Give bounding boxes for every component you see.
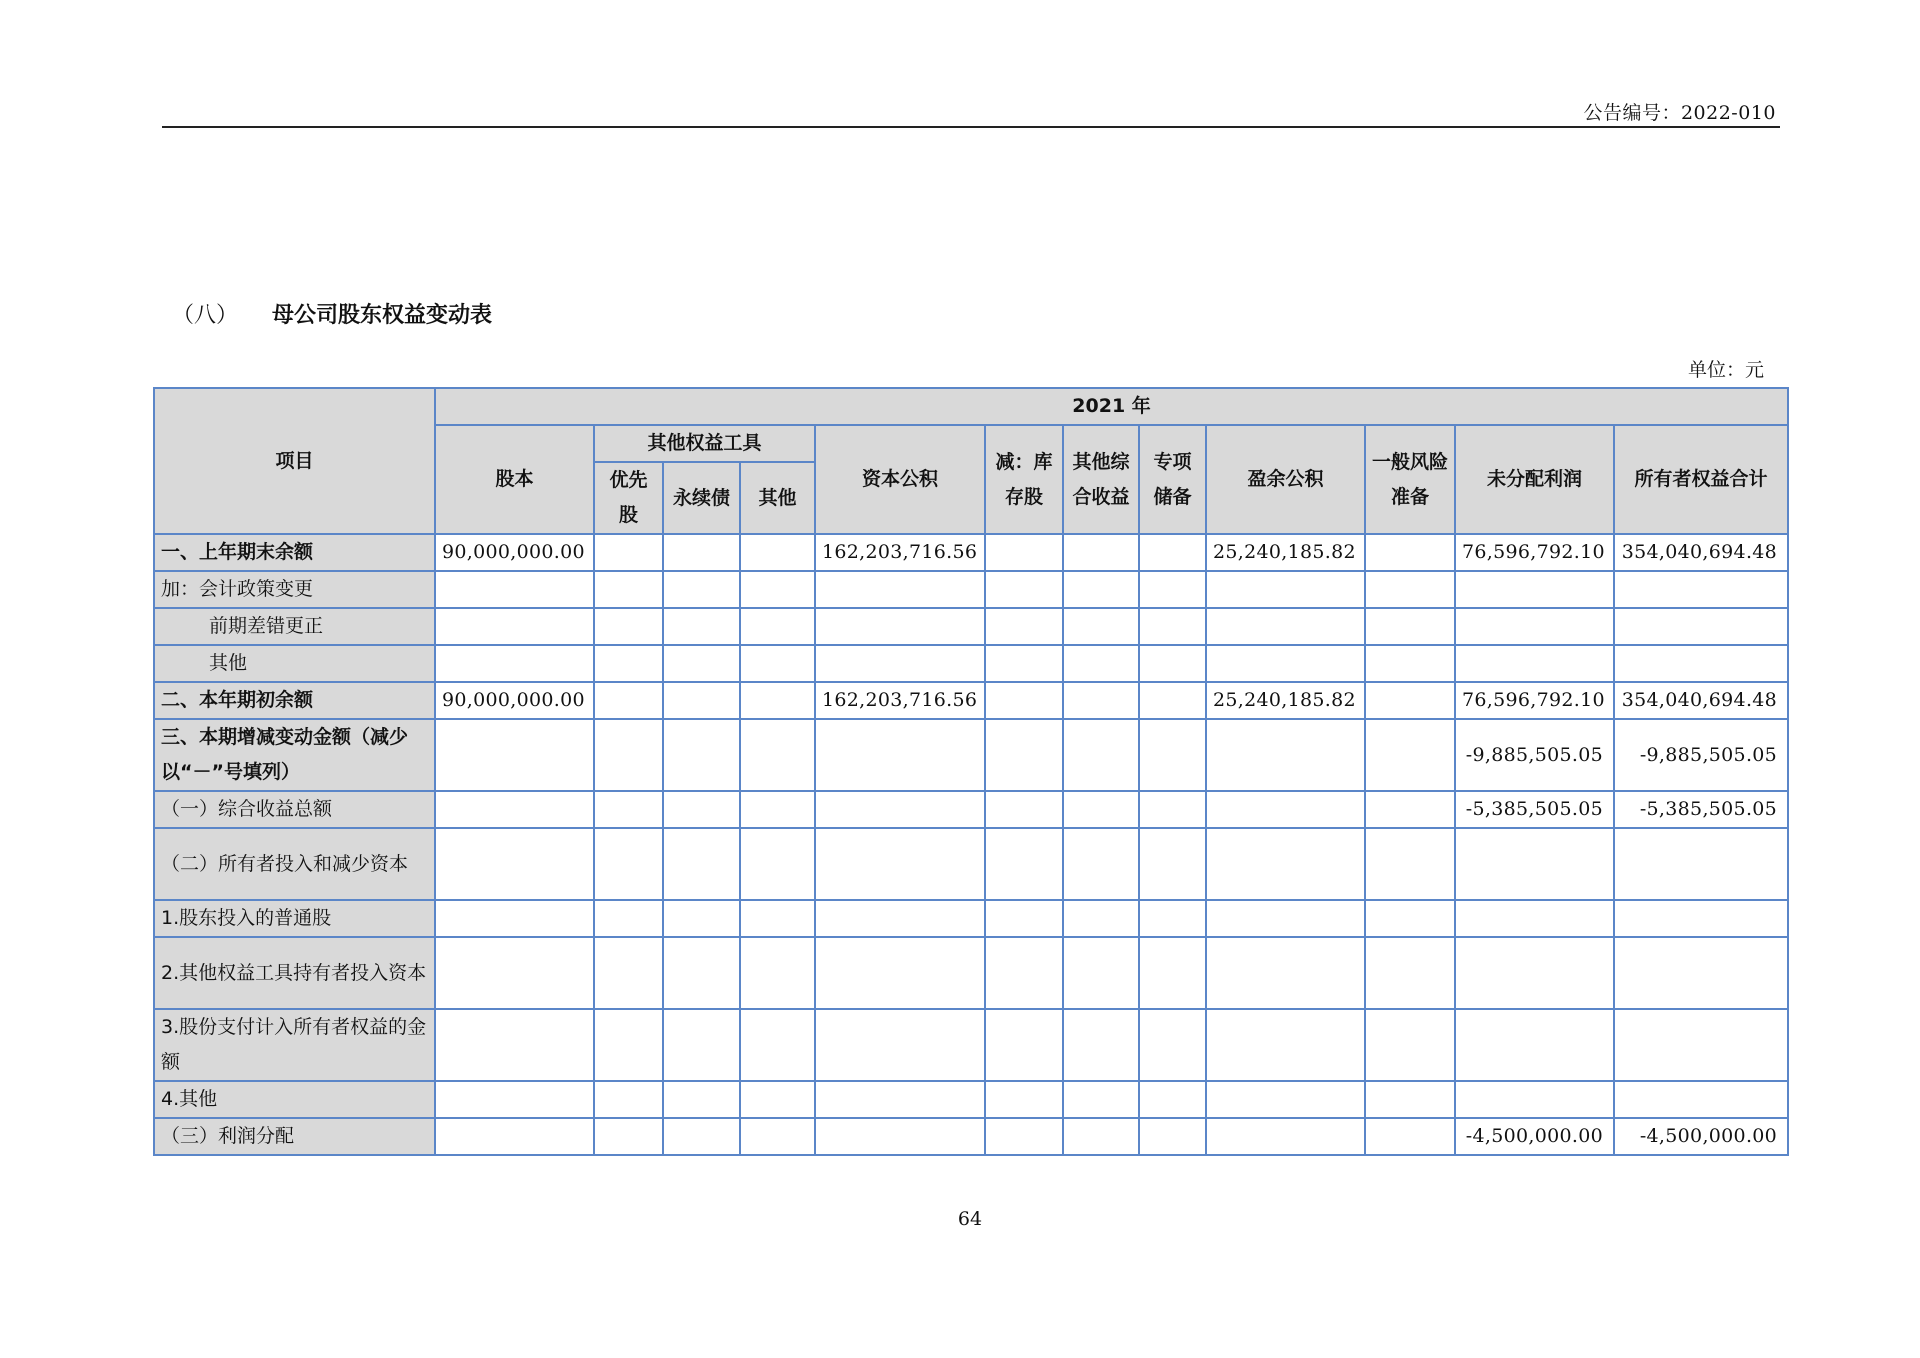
cell-oci xyxy=(1063,645,1139,682)
table-row xyxy=(154,1081,1788,1118)
cell-undistributed: -9,885,505.05 xyxy=(1455,719,1614,791)
cell-surplus xyxy=(1206,1009,1365,1081)
row-label: （一）综合收益总额 xyxy=(154,791,435,828)
row-label: （二）所有者投入和减少资本 xyxy=(154,828,435,900)
cell-special xyxy=(1139,534,1206,571)
row-label: 加：会计政策变更 xyxy=(154,571,435,608)
cell-treasury xyxy=(985,571,1063,608)
section-number: （八） xyxy=(172,303,239,328)
row-label: 一、上年期末余额 xyxy=(154,534,435,571)
cell-preferred xyxy=(594,1009,663,1081)
cell-risk xyxy=(1365,828,1455,900)
cell-surplus xyxy=(1206,571,1365,608)
header-preferred-stock: 优先股 xyxy=(594,462,663,534)
cell-total xyxy=(1614,1009,1788,1081)
cell-risk xyxy=(1365,645,1455,682)
row-label: （三）利润分配 xyxy=(154,1118,435,1155)
header-special-reserve: 专项储备 xyxy=(1139,425,1206,534)
cell-oci xyxy=(1063,791,1139,828)
header-year: 2021 年 xyxy=(435,388,1788,425)
cell-preferred xyxy=(594,900,663,937)
header-general-risk: 一般风险准备 xyxy=(1365,425,1455,534)
cell-risk xyxy=(1365,682,1455,719)
cell-capital-reserve xyxy=(815,719,985,791)
cell-surplus xyxy=(1206,1081,1365,1118)
equity-change-table xyxy=(153,387,1789,1156)
section-title-text: 母公司股东权益变动表 xyxy=(272,303,493,328)
table-row xyxy=(154,1118,1788,1155)
cell-total xyxy=(1614,1081,1788,1118)
cell-perpetual xyxy=(663,828,740,900)
cell-other xyxy=(740,682,815,719)
cell-undistributed xyxy=(1455,937,1614,1009)
cell-surplus xyxy=(1206,900,1365,937)
cell-total xyxy=(1614,828,1788,900)
header-perpetual-bond: 永续债 xyxy=(663,462,740,534)
row-label: 2.其他权益工具持有者投入资本 xyxy=(154,937,435,1009)
cell-undistributed xyxy=(1455,900,1614,937)
cell-treasury xyxy=(985,645,1063,682)
unit-label: 单位：元 xyxy=(1687,359,1764,381)
cell-oci xyxy=(1063,719,1139,791)
cell-share-capital xyxy=(435,1118,594,1155)
cell-perpetual xyxy=(663,1081,740,1118)
cell-risk xyxy=(1365,937,1455,1009)
row-label: 4.其他 xyxy=(154,1081,435,1118)
announcement-number: 公告编号：2022-010 xyxy=(1583,102,1776,124)
cell-treasury xyxy=(985,937,1063,1009)
cell-preferred xyxy=(594,534,663,571)
cell-preferred xyxy=(594,571,663,608)
table-row xyxy=(154,608,1788,645)
cell-capital-reserve xyxy=(815,1081,985,1118)
header-oci: 其他综合收益 xyxy=(1063,425,1139,534)
cell-oci xyxy=(1063,900,1139,937)
cell-undistributed xyxy=(1455,1009,1614,1081)
cell-share-capital: 90,000,000.00 xyxy=(435,534,594,571)
cell-undistributed xyxy=(1455,608,1614,645)
cell-treasury xyxy=(985,608,1063,645)
header-surplus-reserve: 盈余公积 xyxy=(1206,425,1365,534)
table-row xyxy=(154,571,1788,608)
cell-other xyxy=(740,719,815,791)
table-row xyxy=(154,719,1788,791)
cell-total xyxy=(1614,900,1788,937)
cell-surplus xyxy=(1206,1118,1365,1155)
cell-capital-reserve: 162,203,716.56 xyxy=(815,682,985,719)
cell-treasury xyxy=(985,791,1063,828)
cell-capital-reserve: 162,203,716.56 xyxy=(815,534,985,571)
cell-surplus xyxy=(1206,608,1365,645)
cell-risk xyxy=(1365,534,1455,571)
cell-other xyxy=(740,1118,815,1155)
cell-share-capital xyxy=(435,937,594,1009)
row-label: 3.股份支付计入所有者权益的金额 xyxy=(154,1009,435,1081)
cell-other xyxy=(740,645,815,682)
cell-oci xyxy=(1063,1118,1139,1155)
cell-capital-reserve xyxy=(815,1009,985,1081)
table-row xyxy=(154,900,1788,937)
table-row xyxy=(154,534,1788,571)
cell-other xyxy=(740,608,815,645)
cell-capital-reserve xyxy=(815,828,985,900)
cell-share-capital xyxy=(435,719,594,791)
section-title xyxy=(172,298,492,329)
cell-treasury xyxy=(985,1118,1063,1155)
cell-risk xyxy=(1365,791,1455,828)
cell-special xyxy=(1139,608,1206,645)
cell-treasury xyxy=(985,719,1063,791)
cell-surplus: 25,240,185.82 xyxy=(1206,534,1365,571)
cell-undistributed: 76,596,792.10 xyxy=(1455,534,1614,571)
cell-undistributed xyxy=(1455,571,1614,608)
cell-perpetual xyxy=(663,1009,740,1081)
header-divider xyxy=(162,126,1780,128)
cell-undistributed xyxy=(1455,828,1614,900)
cell-total: -4,500,000.00 xyxy=(1614,1118,1788,1155)
cell-risk xyxy=(1365,1009,1455,1081)
cell-special xyxy=(1139,1118,1206,1155)
header-undistributed-profit: 未分配利润 xyxy=(1455,425,1614,534)
cell-oci xyxy=(1063,828,1139,900)
cell-perpetual xyxy=(663,719,740,791)
cell-risk xyxy=(1365,608,1455,645)
cell-share-capital xyxy=(435,1009,594,1081)
cell-share-capital xyxy=(435,645,594,682)
table-row xyxy=(154,828,1788,900)
cell-special xyxy=(1139,828,1206,900)
cell-total xyxy=(1614,937,1788,1009)
row-label: 1.股东投入的普通股 xyxy=(154,900,435,937)
cell-share-capital xyxy=(435,1081,594,1118)
header-other-equity-instruments: 其他权益工具 xyxy=(594,425,815,462)
cell-capital-reserve xyxy=(815,1118,985,1155)
table-row xyxy=(154,937,1788,1009)
cell-total xyxy=(1614,645,1788,682)
cell-undistributed: -5,385,505.05 xyxy=(1455,791,1614,828)
cell-preferred xyxy=(594,937,663,1009)
cell-treasury xyxy=(985,900,1063,937)
cell-perpetual xyxy=(663,900,740,937)
cell-risk xyxy=(1365,1118,1455,1155)
cell-preferred xyxy=(594,682,663,719)
cell-oci xyxy=(1063,1009,1139,1081)
cell-perpetual xyxy=(663,682,740,719)
cell-oci xyxy=(1063,937,1139,1009)
row-label: 二、本年期初余额 xyxy=(154,682,435,719)
row-label: 三、本期增减变动金额（减少以“－”号填列） xyxy=(154,719,435,791)
cell-preferred xyxy=(594,1081,663,1118)
table-row xyxy=(154,645,1788,682)
cell-preferred xyxy=(594,608,663,645)
header-treasury-stock: 减：库存股 xyxy=(985,425,1063,534)
cell-risk xyxy=(1365,900,1455,937)
cell-capital-reserve xyxy=(815,645,985,682)
cell-total: 354,040,694.48 xyxy=(1614,534,1788,571)
table-row xyxy=(154,791,1788,828)
cell-other xyxy=(740,1009,815,1081)
cell-perpetual xyxy=(663,1118,740,1155)
cell-treasury xyxy=(985,1081,1063,1118)
cell-preferred xyxy=(594,791,663,828)
cell-perpetual xyxy=(663,608,740,645)
cell-undistributed: 76,596,792.10 xyxy=(1455,682,1614,719)
cell-perpetual xyxy=(663,791,740,828)
cell-total xyxy=(1614,571,1788,608)
cell-oci xyxy=(1063,1081,1139,1118)
cell-special xyxy=(1139,682,1206,719)
cell-treasury xyxy=(985,682,1063,719)
cell-preferred xyxy=(594,1118,663,1155)
header-other: 其他 xyxy=(740,462,815,534)
cell-treasury xyxy=(985,534,1063,571)
cell-other xyxy=(740,900,815,937)
cell-surplus xyxy=(1206,828,1365,900)
cell-share-capital xyxy=(435,608,594,645)
cell-perpetual xyxy=(663,937,740,1009)
cell-special xyxy=(1139,719,1206,791)
cell-surplus xyxy=(1206,719,1365,791)
cell-special xyxy=(1139,791,1206,828)
cell-risk xyxy=(1365,571,1455,608)
cell-capital-reserve xyxy=(815,571,985,608)
header-capital-reserve: 资本公积 xyxy=(815,425,985,534)
cell-surplus: 25,240,185.82 xyxy=(1206,682,1365,719)
cell-total xyxy=(1614,608,1788,645)
cell-oci xyxy=(1063,534,1139,571)
cell-share-capital xyxy=(435,900,594,937)
cell-preferred xyxy=(594,719,663,791)
cell-other xyxy=(740,937,815,1009)
cell-other xyxy=(740,534,815,571)
cell-surplus xyxy=(1206,791,1365,828)
header-share-capital: 股本 xyxy=(435,425,594,534)
cell-risk xyxy=(1365,719,1455,791)
page-number: 64 xyxy=(957,1208,983,1230)
cell-treasury xyxy=(985,828,1063,900)
cell-total: -9,885,505.05 xyxy=(1614,719,1788,791)
cell-share-capital: 90,000,000.00 xyxy=(435,682,594,719)
cell-special xyxy=(1139,1081,1206,1118)
cell-total: 354,040,694.48 xyxy=(1614,682,1788,719)
cell-perpetual xyxy=(663,571,740,608)
cell-other xyxy=(740,1081,815,1118)
cell-share-capital xyxy=(435,791,594,828)
cell-special xyxy=(1139,937,1206,1009)
cell-capital-reserve xyxy=(815,791,985,828)
cell-other xyxy=(740,828,815,900)
header-item: 项目 xyxy=(154,388,435,534)
row-label: 前期差错更正 xyxy=(154,608,435,645)
cell-surplus xyxy=(1206,645,1365,682)
table-row xyxy=(154,682,1788,719)
row-label: 其他 xyxy=(154,645,435,682)
cell-special xyxy=(1139,571,1206,608)
cell-capital-reserve xyxy=(815,608,985,645)
cell-perpetual xyxy=(663,645,740,682)
cell-preferred xyxy=(594,828,663,900)
cell-special xyxy=(1139,645,1206,682)
cell-undistributed xyxy=(1455,1081,1614,1118)
table-row xyxy=(154,1009,1788,1081)
cell-oci xyxy=(1063,608,1139,645)
cell-capital-reserve xyxy=(815,937,985,1009)
cell-risk xyxy=(1365,1081,1455,1118)
cell-perpetual xyxy=(663,534,740,571)
cell-surplus xyxy=(1206,937,1365,1009)
cell-capital-reserve xyxy=(815,900,985,937)
cell-other xyxy=(740,791,815,828)
cell-share-capital xyxy=(435,828,594,900)
cell-undistributed: -4,500,000.00 xyxy=(1455,1118,1614,1155)
cell-total: -5,385,505.05 xyxy=(1614,791,1788,828)
cell-oci xyxy=(1063,682,1139,719)
cell-share-capital xyxy=(435,571,594,608)
cell-special xyxy=(1139,900,1206,937)
cell-oci xyxy=(1063,571,1139,608)
cell-treasury xyxy=(985,1009,1063,1081)
cell-undistributed xyxy=(1455,645,1614,682)
cell-other xyxy=(740,571,815,608)
cell-preferred xyxy=(594,645,663,682)
header-total-equity: 所有者权益合计 xyxy=(1614,425,1788,534)
cell-special xyxy=(1139,1009,1206,1081)
